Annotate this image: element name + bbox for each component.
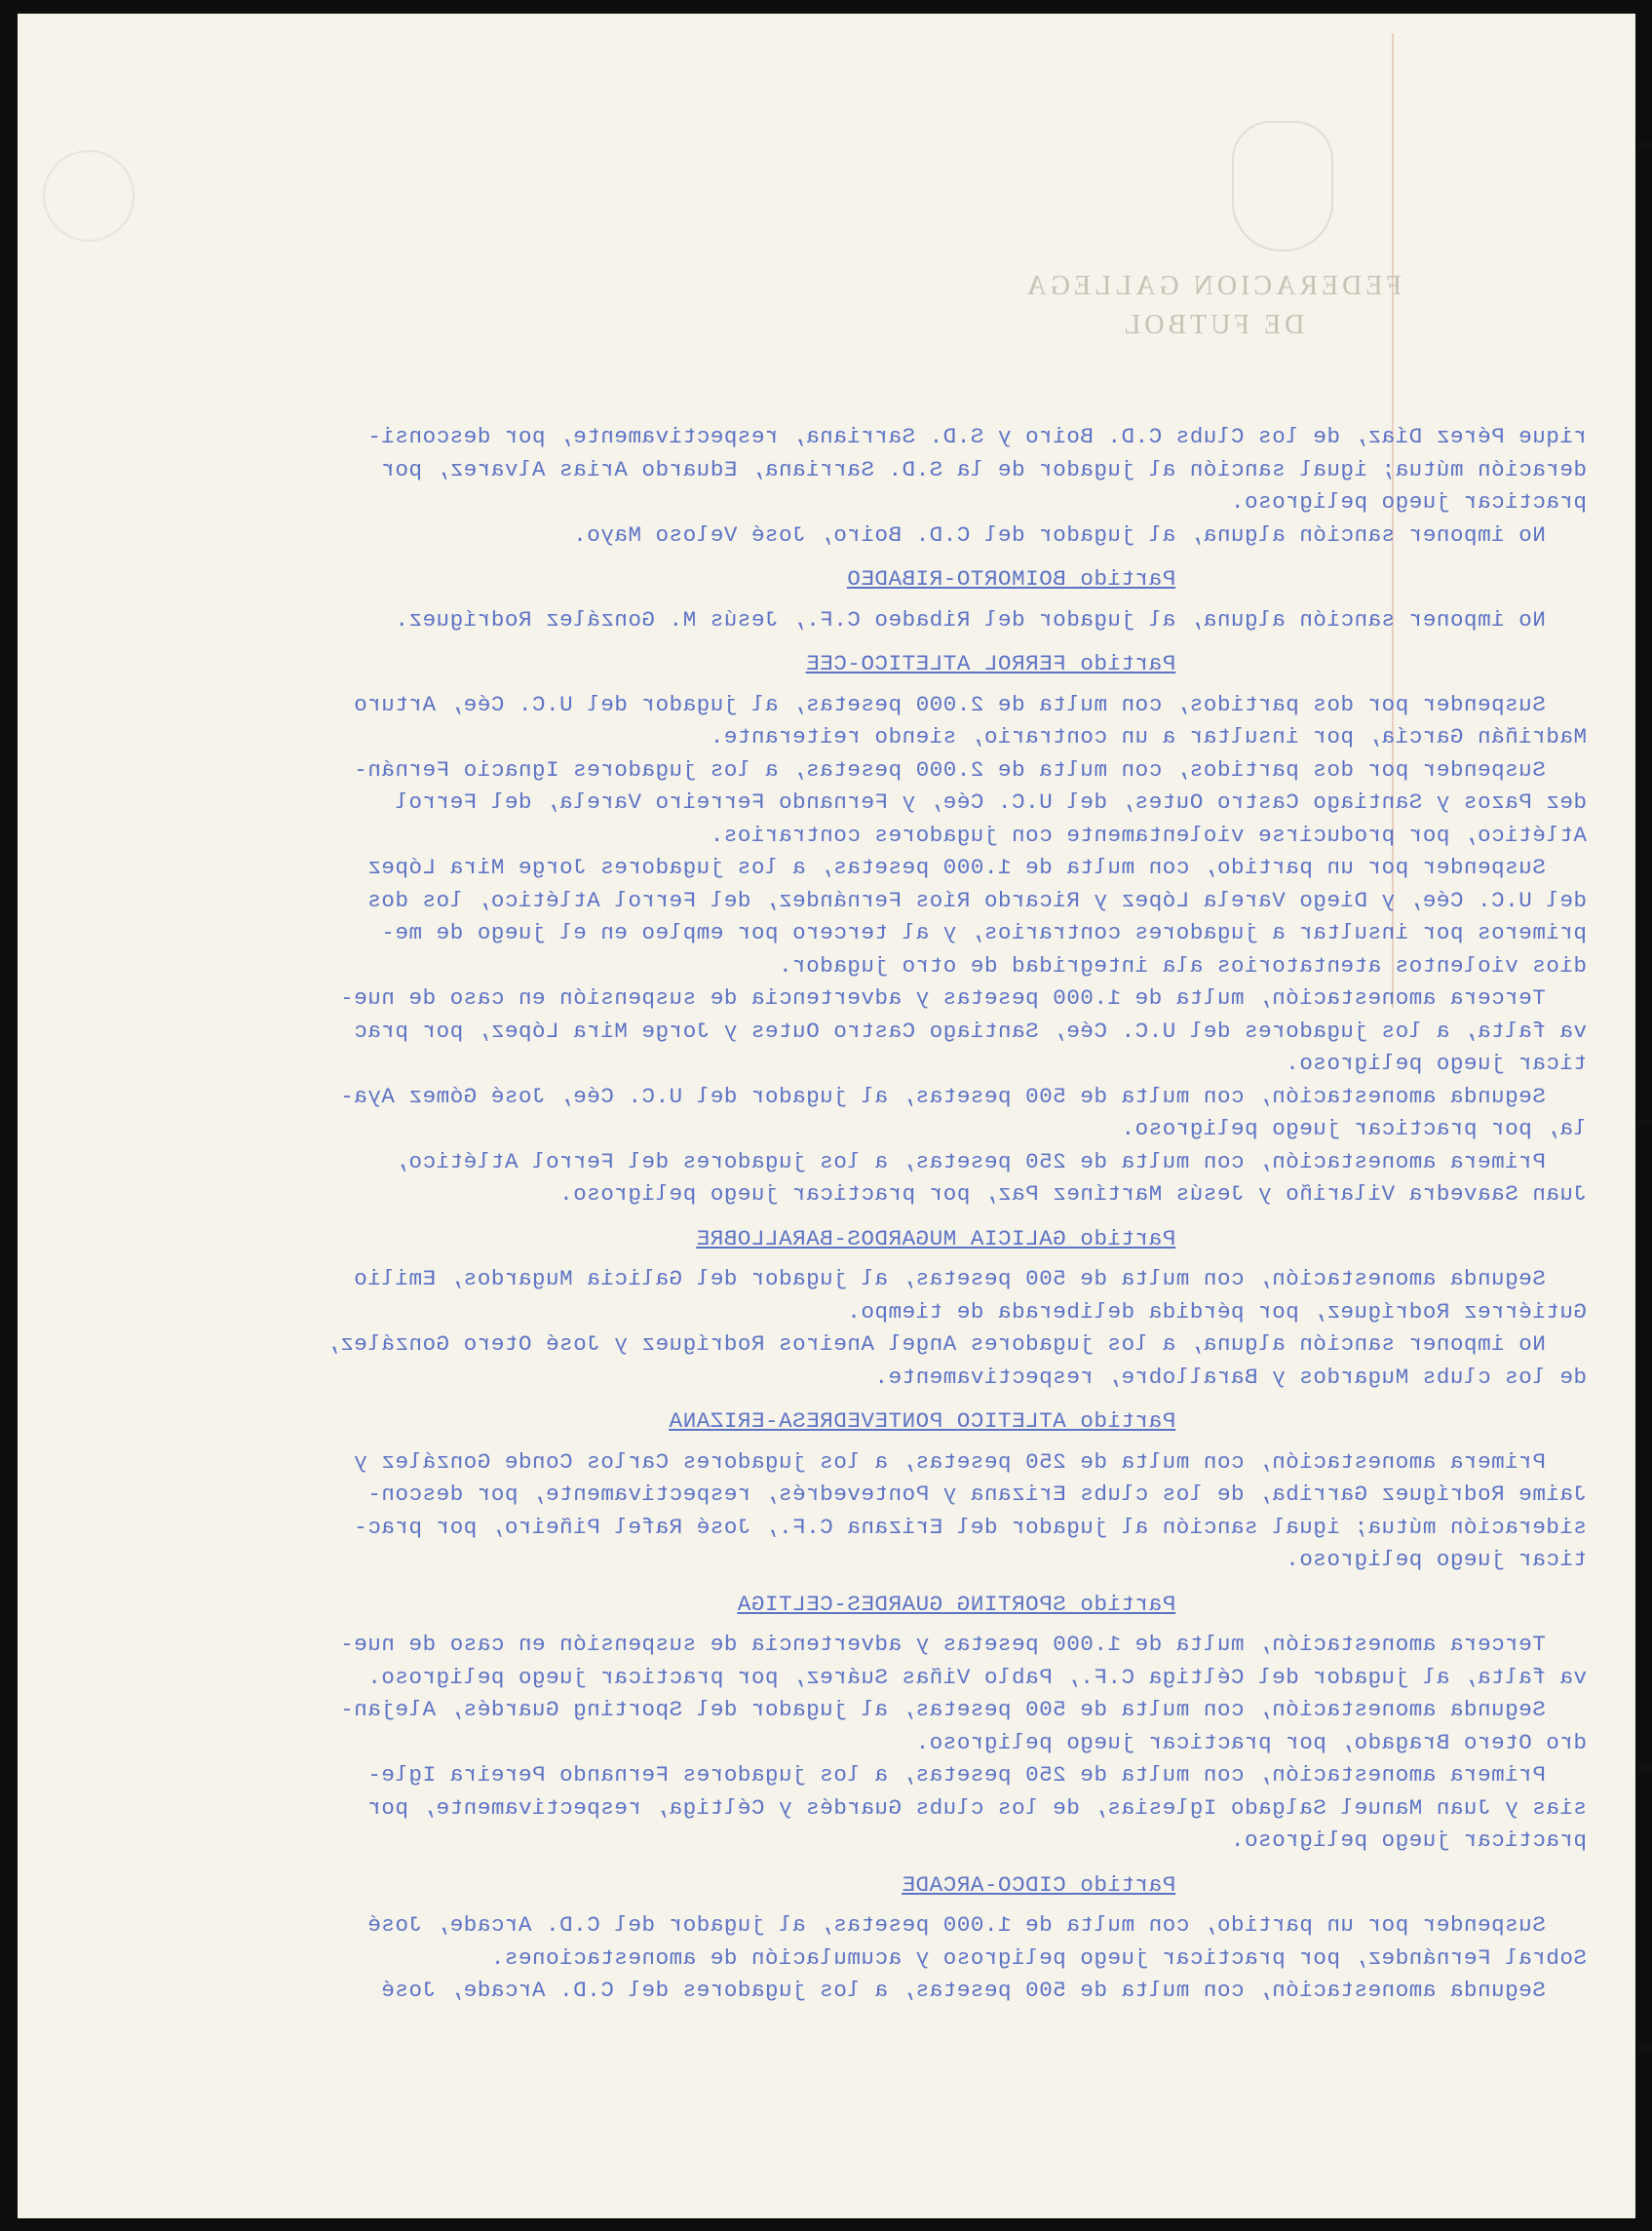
document-body <box>57 421 1587 2008</box>
text-line: No imponer sanción alguna, al jugador del C.D. Boiro, José Veloso Mayo. <box>572 521 1587 548</box>
text-line: sias y Juan Manuel Salgado Iglesias, de los clubs Guardés y Céltiga, respectivamente, por <box>366 1794 1587 1821</box>
text-line: Primera amonestación, con multa de 250 pesetas, a los jugadores Carlos Conde González y <box>353 1448 1587 1475</box>
text-line: dez Pazos y Santiago Castro Outes, del U.C. Cée, y Fernando Ferreiro Varela, del Ferrol <box>394 789 1587 815</box>
mirrored-show-through <box>18 14 1635 2218</box>
match-heading-text: Partido GALICIA MUGARDOS-BARALLOBRE <box>696 1225 1176 1251</box>
letterhead <box>1022 267 1402 345</box>
text-line: dro Otero Bragado, por practicar juego peligroso. <box>915 1729 1587 1755</box>
text-line: dios violentos atentatorios ala integridad de otro jugador. <box>778 952 1587 979</box>
letterhead-line-1: FEDERACION GALLEGA <box>1022 271 1402 301</box>
text-line: Gutiérrez Rodríguez, por pérdida deliberada de tiempo. <box>846 1298 1587 1325</box>
match-heading-text: Partido BOIMORTO-RIBADEO <box>846 566 1176 592</box>
text-line: No imponer sanción alguna, a los jugadores Angel Aneiros Rodríguez y José Otero González, <box>326 1331 1587 1357</box>
text-line: va falta, al jugador del Céltiga C.F., Pablo Viñas Suárez, por practicar juego peligroso. <box>366 1664 1587 1690</box>
text-line: Tercera amonestación, multa de 1.000 pesetas y advertencia de suspensión en caso de nue- <box>339 985 1587 1011</box>
text-line: Suspender por un partido, con multa de 1.000 pesetas, al jugador del C.D. Arcade, José <box>366 1912 1587 1938</box>
text-line: rique Pérez Díaz, de los Clubs C.D. Boiro y S.D. Sarriana, respectivamente, por desconsi- <box>366 424 1587 449</box>
text-line: Primera amonestación, con multa de 250 pesetas, a los jugadores del Ferrol Atlético, <box>394 1148 1587 1174</box>
text-line: practicar juego peligroso. <box>1230 1827 1587 1853</box>
text-line: Juan Saavedra Vilariño y Jesús Martínez Paz, por practicar juego peligroso. <box>558 1181 1587 1207</box>
text-line: Suspender por dos partidos, con multa de 2.000 pesetas, a los jugadores Ignacio Fernán- <box>353 756 1587 783</box>
text-line: Segunda amonestación, con multa de 500 pesetas, al jugador del Sporting Guardés, Alejan- <box>339 1697 1587 1722</box>
text-line: Segunda amonestación, con multa de 500 pesetas, a los jugadores del C.D. Arcade, José <box>380 1978 1587 2003</box>
seal-watermark <box>43 150 134 242</box>
text-line: No imponer sanción alguna, al jugador del Ribadeo C.F., Jesús M. González Rodríguez. <box>394 606 1587 633</box>
text-line: Suspender por un partido, con multa de 1.000 pesetas, a los jugadores Jorge Mira López <box>366 855 1587 880</box>
text-line: ticar juego peligroso. <box>1285 1051 1587 1076</box>
text-line: Madriñán García, por insultar a un contrario, siendo reiterante. <box>710 724 1587 750</box>
text-line: Suspender por dos partidos, con multa de 2.000 pesetas, al jugador del U.C. Cée, Arturo <box>353 691 1587 717</box>
text-line: Segunda amonestación, con multa de 500 pesetas, al jugador del U.C. Cée, José Gómez Aya- <box>339 1083 1587 1109</box>
letterhead-line-2: DE FUTBOL <box>1120 310 1305 340</box>
binder-clip <box>1636 2045 1652 2053</box>
match-heading <box>57 563 1587 596</box>
binder-clip <box>1636 1764 1652 1772</box>
text-line: sideración mútua; igual sanción al jugador del Erizana C.F., José Rafel Piñeiro, por prac- <box>353 1514 1587 1540</box>
text-line: practicar juego peligroso. <box>1230 489 1587 515</box>
text-line: primeros por insultar a jugadores contrarios, y al tercero por empleo en el juego de me- <box>380 920 1587 945</box>
text-line: Primera amonestación, con multa de 250 pesetas, a los jugadores Fernando Pereira Igle- <box>366 1762 1587 1788</box>
document-page <box>18 14 1635 2218</box>
text-line: Atlético, por producirse violentamente con jugadores contrarios. <box>710 822 1587 848</box>
text-line: deración mútua; igual sanción al jugador de la S.D. Sarriana, Eduardo Arias Alvarez, por <box>380 456 1587 482</box>
text-line: del U.C. Cée, y Diego Varela López y Ricardo Ríos Fernández, del Ferrol Atlético, los dos <box>366 887 1587 913</box>
match-heading <box>57 1405 1587 1439</box>
match-heading <box>57 1869 1587 1903</box>
text-line: Sobral Fernández, por practicar juego peligroso y acumulación de amonestaciones. <box>490 1944 1587 1971</box>
match-heading <box>57 648 1587 681</box>
text-line: de los clubs Mugardos y Barallobre, respectivamente. <box>873 1364 1587 1390</box>
match-heading-text: Partido SPORTING GUARDES-CELTIGA <box>737 1591 1176 1617</box>
text-line: Segunda amonestación, con multa de 500 pesetas, al jugador del Galicia Mugardos, Emilio <box>353 1266 1587 1291</box>
match-heading-text: Partido CIDCO-ARCADE <box>902 1871 1176 1898</box>
match-heading <box>57 1223 1587 1256</box>
match-heading-text: Partido ATLETICO PONTEVEDRESA-ERIZANA <box>669 1408 1176 1434</box>
text-line: Jaime Rodríguez Garriba, de los clubs Erizana y Pontevedrés, respectivamente, por descon- <box>366 1481 1587 1507</box>
text-line: ticar juego peligroso. <box>1285 1547 1587 1572</box>
text-line: Tercera amonestación, multa de 1.000 pesetas y advertencia de suspensión en caso de nue- <box>339 1632 1587 1657</box>
text-line: la, por practicar juego peligroso. <box>1121 1116 1587 1141</box>
binder-clip <box>1636 142 1652 150</box>
crest-watermark <box>1232 121 1333 251</box>
match-heading-text: Partido FERROL ATLETICO-CEE <box>805 651 1176 676</box>
match-heading <box>57 1589 1587 1622</box>
text-line: va falta, a los jugadores del U.C. Cée, Santiago Castro Outes y Jorge Mira López, por prac <box>353 1018 1587 1044</box>
binder-clip <box>1636 1119 1652 1127</box>
